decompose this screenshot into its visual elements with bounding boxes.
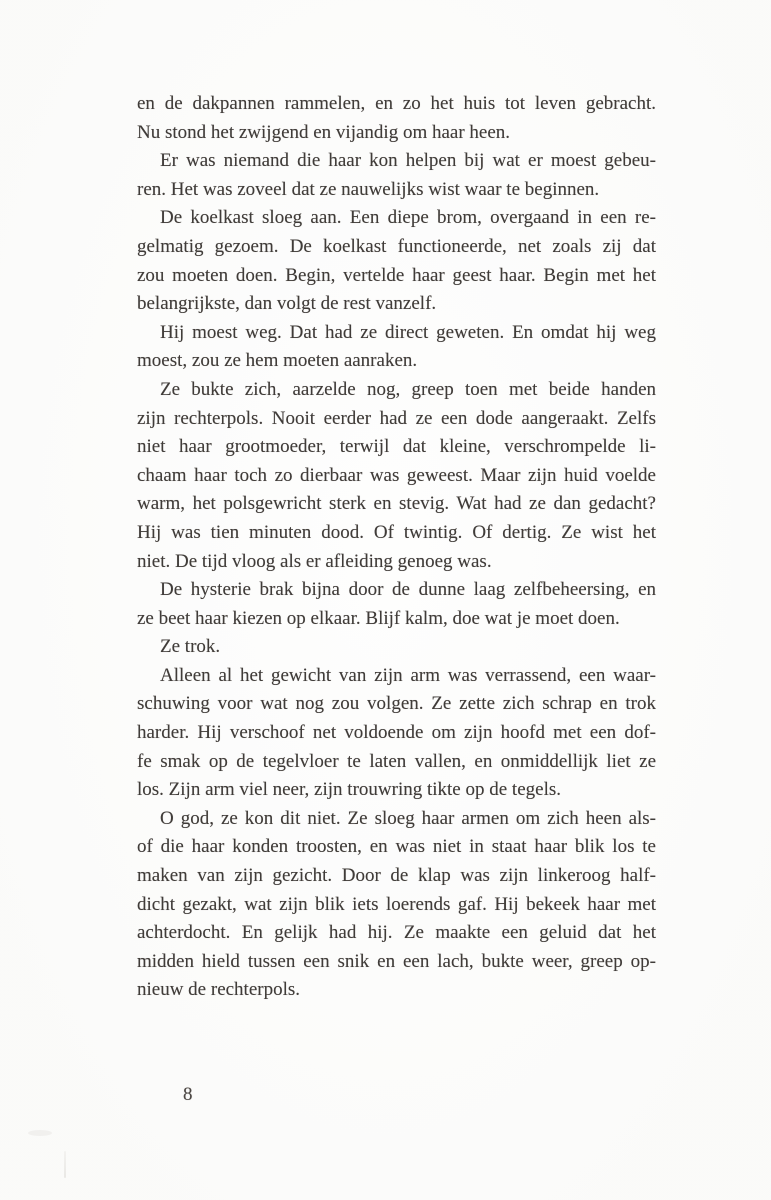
text-line: los. Zijn arm viel neer, zijn trouwring tikte op de tegels.: [137, 779, 561, 801]
page-number: 8: [183, 1084, 193, 1105]
text-line: Ze bukte zich, aarzelde nog, greep toen met beide handen: [160, 378, 656, 400]
text-line: of die haar konden troosten, en was niet in staat haar blik los te: [137, 836, 656, 858]
text-line: nieuw de rechterpols.: [137, 979, 301, 1001]
text-line: ren. Het was zoveel dat ze nauwelijks wist waar te beginnen.: [137, 178, 600, 200]
text-line: midden hield tussen een snik en een lach, bukte weer, greep op-: [137, 950, 656, 972]
text-line: en de dakpannen rammelen, en zo het huis tot leven gebracht.: [137, 93, 656, 114]
text-line: chaam haar toch zo dierbaar was geweest. Maar zijn huid voelde: [137, 464, 656, 486]
text-line: zou moeten doen. Begin, vertelde haar geest haar. Begin met het: [137, 264, 656, 286]
text-line: achterdocht. En gelijk had hij. Ze maakte een geluid dat het: [137, 922, 656, 944]
text-line: belangrijkste, dan volgt de rest vanzelf.: [137, 293, 437, 315]
text-line: De koelkast sloeg aan. Een diepe brom, overgaand in een re-: [160, 207, 656, 229]
text-line: zijn rechterpols. Nooit eerder had ze een dode aangeraakt. Zelfs: [137, 407, 656, 429]
text-line: moest, zou ze hem moeten aanraken.: [137, 350, 418, 372]
text-line: gelmatig gezoem. De koelkast functioneerde, net zoals zij dat: [137, 235, 656, 257]
text-line: Hij was tien minuten dood. Of twintig. Of dertig. Ze wist het: [137, 521, 656, 543]
text-line: O god, ze kon dit niet. Ze sloeg haar armen om zich heen als-: [160, 807, 656, 829]
text-line: Nu stond het zwijgend en vijandig om haar heen.: [137, 121, 511, 143]
scan-artifact-smudge: [28, 1130, 52, 1136]
text-line: Ze trok.: [160, 636, 221, 658]
text-line: Alleen al het gewicht van zijn arm was verrassend, een waar-: [160, 664, 656, 686]
text-line: niet. De tijd vloog als er afleiding genoeg was.: [137, 550, 492, 572]
page-text-block: [137, 90, 656, 1005]
text-line: warm, het polsgewricht sterk en stevig. Wat had ze dan gedacht?: [137, 493, 656, 515]
text-line: niet haar grootmoeder, terwijl dat kleine, verschrompelde li-: [137, 436, 656, 458]
text-line: De hysterie brak bijna door de dunne laag zelfbeheersing, en: [160, 579, 656, 601]
text-line: Er was niemand die haar kon helpen bij wat er moest gebeu-: [160, 150, 656, 172]
text-line: harder. Hij verschoof net voldoende om zijn hoofd met een dof-: [137, 722, 656, 744]
text-line: maken van zijn gezicht. Door de klap was zijn linkeroog half-: [137, 865, 656, 887]
text-line: ze beet haar kiezen op elkaar. Blijf kalm, doe wat je moet doen.: [137, 607, 620, 629]
text-line: Hij moest weg. Dat had ze direct geweten. En omdat hij weg: [160, 321, 656, 343]
scan-artifact-streak: [64, 1151, 66, 1178]
text-line: dicht gezakt, wat zijn blik iets loerends gaf. Hij bekeek haar met: [137, 893, 656, 915]
text-line: schuwing voor wat nog zou volgen. Ze zette zich schrap en trok: [137, 693, 656, 715]
text-line: fe smak op de tegelvloer te laten vallen, en onmiddellijk liet ze: [137, 750, 656, 772]
